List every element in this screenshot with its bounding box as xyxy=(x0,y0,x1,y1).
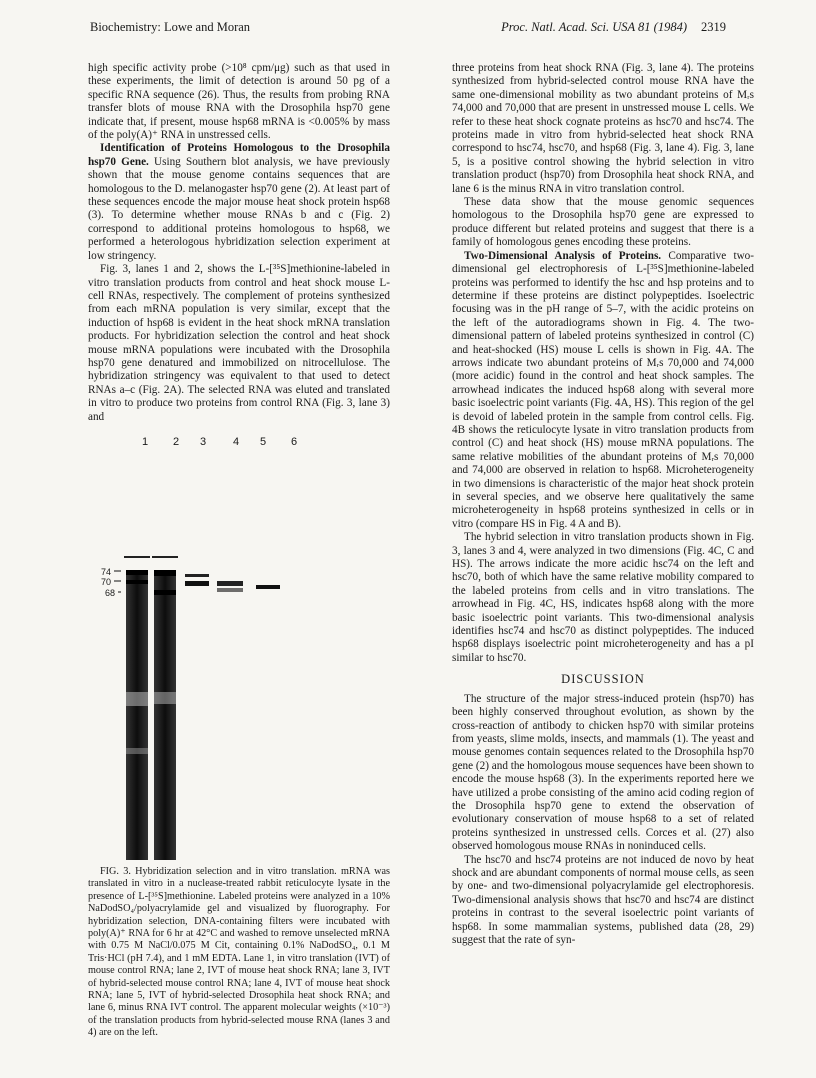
lane-number: 5 xyxy=(260,435,267,448)
paragraph: Fig. 3, lanes 1 and 2, shows the L-[³⁵S]methionine-labeled in vitro translation products from control and heat shock mouse L-cell RNAs, respectively. The complement of proteins synthesized from each mRNA population is very similar, except that the induction of hsp68 is evident in the heat shock mRNA translation products. For hybridization selection the control and heat shock mouse mRNA populations were incubated with the Drosophila hsp70 gene denatured and immobilized on nitrocellulose. The hybridization stringency was equivalent to that used to detect RNAs a–c (Fig. 2A). The selected RNA was eluted and translated in vitro to produce two proteins from control RNA (Fig. 3, lane 3) and xyxy=(88,263,390,423)
band-gap xyxy=(126,692,148,706)
section-title: Two-Dimensional Analysis of Proteins. xyxy=(464,249,662,262)
paragraph: three proteins from heat shock RNA (Fig. 3, lane 4). The proteins synthesized from hybrid-selected control mouse RNA have the same one-dimensional mobility as two abundant proteins of Mᵣs 74,000 and 70,000 that are present in unstressed mouse L cells. We refer to these heat shock cognate proteins as hsc70 and hsc74. The proteins made in vitro from hybrid-selected heat shock RNA correspond to hsc74, hsc70, and hsp68 (Fig. 3, lane 4). Fig. 3, lane 5, is a positive control showing the hybrid selection in vitro translation product (hsp70) from Drosophila heat shock RNA, and lane 6 is the minus RNA in vitro translation control. xyxy=(452,62,754,195)
paragraph: These data show that the mouse genomic sequences homologous to the Drosophila hsp70 gene are expressed to produce different but related proteins and suggest that there is a family of homologous genes encoding these proteins. xyxy=(452,196,754,249)
band xyxy=(124,556,150,558)
lane-2-smear xyxy=(154,570,176,860)
section-heading-discussion: DISCUSSION xyxy=(561,672,645,687)
page-header xyxy=(90,20,726,40)
band xyxy=(217,588,243,592)
paragraph: The hybrid selection in vitro translation products shown in Fig. 3, lanes 3 and 4, were analyzed in two dimensions (Fig. 4C, C and HS). The arrows indicate the more acidic hsc74 on the left and hsc70, both of which have the same relative mobility compared to the labeled proteins from cells and in vitro translations. The arrowhead in Fig. 4C, HS, indicates hsp68 along with the more basic isoelectric point variants. This two-dimensional analysis identifies hsc74 and hsc70 as distinct polypeptides. The induced hsp68 displays isoelectric point microheterogeneity and has a pI similar to hsc70. xyxy=(452,531,754,664)
paragraph: high specific activity probe (>10⁸ cpm/μg) such as that used in these experiments, the limit of detection is around 50 pg of a specific RNA sequence (26). Thus, the results from probing RNA transfer blots of mouse RNA with the Drosophila hsp70 gene indicate that, if present, mouse hsp68 mRNA is <0.005% by mass of the poly(A)⁺ RNA in unstressed cells. xyxy=(88,62,390,142)
lane-number: 6 xyxy=(291,435,298,448)
gel-image xyxy=(88,430,390,862)
left-column xyxy=(88,62,390,1040)
band-hsp68 xyxy=(154,590,176,595)
band xyxy=(256,585,280,589)
section-title: Identification of Proteins Homologous to the Drosophila hsp70 Gene. xyxy=(88,142,390,168)
band xyxy=(217,581,243,586)
paragraph xyxy=(452,250,754,532)
running-head-journal xyxy=(501,20,726,35)
lane-1-smear xyxy=(126,570,148,860)
journal-citation: Proc. Natl. Acad. Sci. USA 81 (1984) xyxy=(501,20,687,34)
paragraph xyxy=(88,142,390,263)
mw-marker-70: 70 xyxy=(101,576,112,587)
band xyxy=(126,580,148,584)
mw-marker-68: 68 xyxy=(105,587,116,598)
caption-text: FIG. 3. Hybridization selection and in vitro translation. mRNA was translated in vitro in a nuclease-treated rabbit reticulocyte lysate in the presence of L-[³⁵S]methionine. Labeled proteins were analyzed in a 10% NaDodSO₄/polyacrylamide gel and visualized by fluorography. For hybridization selection, DNA-containing filters were incubated with poly(A)⁺ RNA for 6 hr at 42°C and washed to remove unselected mRNA with 0.75 M NaCl/0.075 M Cit, containing 0.1% NaDodSO₄, 0.1 M Tris·HCl (pH 7.4), and 1 mM EDTA. Lane 1, in vitro translation (IVT) of mouse control RNA; lane 2, IVT of mouse heat shock RNA; lane 3, IVT of hybrid-selected mouse control RNA; lane 4, IVT of mouse heat shock RNA; lane 5, IVT of hybrid-selected Drosophila heat shock RNA; and lane 6, minus RNA IVT control. The apparent molecular weights (×10⁻³) of the translation products from hybrid-selected mouse RNA (lanes 3 and 4) are on the left. xyxy=(88,865,390,1039)
paragraph: The structure of the major stress-induced protein (hsp70) has been highly conserved throughout evolution, as shown by the cross-reaction of antibody to chicken hsp70 with similar proteins from yeasts, slime molds, insects, and mammals (1). The yeast and mouse genomes contain sequences related to the Drosophila hsp70 gene (2) and the homologous mouse sequences have been shown to encode the mouse hsp68 (3). In the experiments reported here we have utilized a probe consisting of the amino acid coding region of the Drosophila hsp70 gene to extend the observation of evolutionary conservation of mouse hsp68 to a set of related proteins synthesized in unstressed cells. Corces et al. (27) also observed homologous mouse RNAs in noninduced cells. xyxy=(452,692,754,853)
band xyxy=(126,570,148,575)
lane-number: 4 xyxy=(233,435,240,448)
band-gap xyxy=(154,692,176,704)
band xyxy=(154,570,176,576)
band xyxy=(185,581,209,586)
lane-number: 3 xyxy=(200,435,207,448)
band xyxy=(152,556,178,558)
lane-number: 1 xyxy=(142,435,149,448)
paragraph: The hsc70 and hsc74 proteins are not induced de novo by heat shock and are abundant components of normal mouse cells, as seen by one- and two-dimensional polyacrylamide gel electrophoresis. Two-dimensional analysis shows that hsc70 and hsc74 are distinct proteins in contrast to the several isoelectric point variants of hsp68. In some mammalian systems, published data (28, 29) suggest that the rate of syn- xyxy=(452,853,754,946)
figure-3-gel xyxy=(88,430,390,862)
right-column xyxy=(452,62,754,947)
band xyxy=(185,574,209,577)
mw-marker-74: 74 xyxy=(101,566,112,577)
page-number: 2319 xyxy=(701,20,726,34)
figure-caption xyxy=(88,866,390,1040)
band-gap xyxy=(126,748,148,754)
paragraph-body: Using Southern blot analysis, we have previously shown that the mouse genome contains sequences that are homologous to the D. melanogaster hsp70 gene (2). At least part of these sequences encode the major mouse heat shock protein hsp68 (3). To determine whether mouse RNAs b and c (Fig. 2) correspond to additional proteins homologous to hsp68, we performed a heterologous hybridization selection experiment at low stringency. xyxy=(88,155,391,262)
paragraph-body: Comparative two-dimensional gel electrophoresis of L-[³⁵S]methionine-labeled proteins was performed to identify the hsc and hsp proteins and to determine if these proteins are distinct polypeptides. Isoelectric focusing was in the pH range of 5–7, with the acidic proteins on the left of the autoradiograms shown in Fig. 4. The two-dimensional pattern of labeled proteins synthesized in control (C) and heat-shocked (HS) mouse L cells is shown in Fig. 4A. The arrows indicate two abundant proteins of Mᵣs 70,000 and 74,000 (more acidic) found in the control and heat shock samples. The arrowhead indicates the induced hsp68 along with several more basic isoelectric point variants (Fig. 4A, HS). This region of the gel is devoid of labeled protein in the sample from control cells. Fig. 4B shows the reticulocyte lysate in vitro translation products from control (C) and heat shock (HS) mouse mRNA populations. The same relative mobilities of the abundant proteins of Mᵣs 70,000 and 74,000 are observed in relation to hsp68. Microheterogeneity in two dimensions is characteristic of the major heat shock protein in several species, and we observe here qualitatively the same microheterogeneity in hsp68 proteins synthesized in cells or in vitro (compare HS in Fig. 4 A and B). xyxy=(452,249,755,530)
lane-number: 2 xyxy=(173,435,180,448)
running-head-authors: Biochemistry: Lowe and Moran xyxy=(90,20,251,34)
